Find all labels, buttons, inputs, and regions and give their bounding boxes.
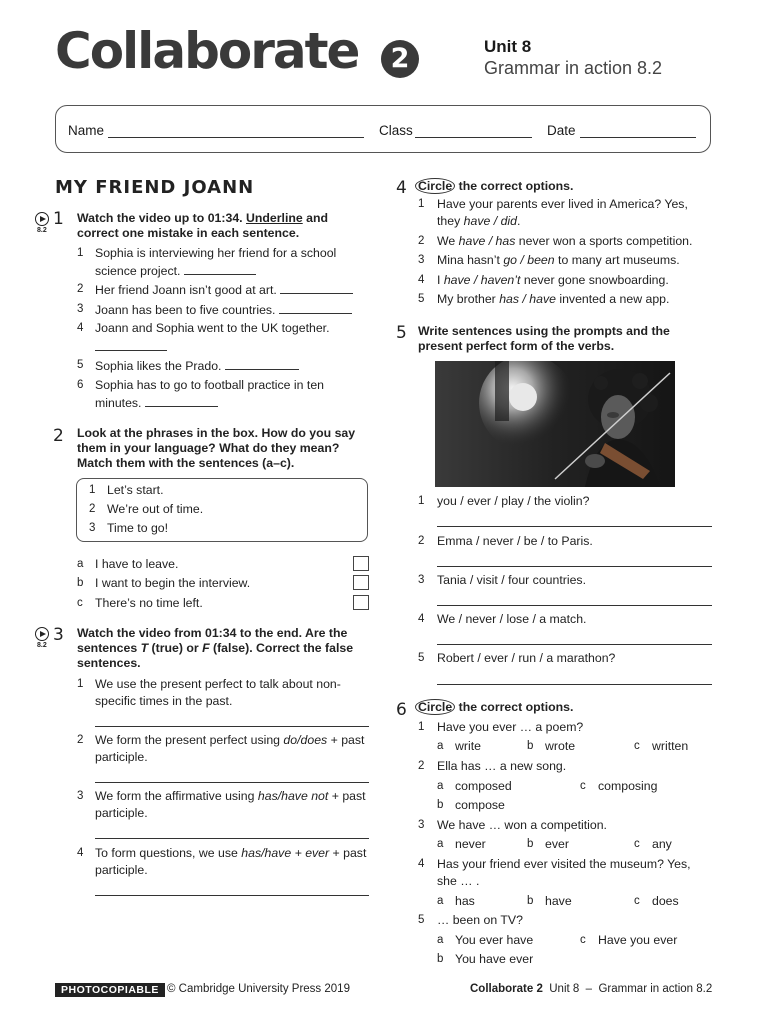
exercise-1-number: 1 — [53, 209, 64, 229]
ex1-question-6: Sophia has to go to football practice in ten minutes. — [95, 378, 325, 410]
ex6-question-5: … been on TV? — [437, 913, 523, 927]
option-letter: a — [437, 934, 444, 946]
question-number: 6 — [77, 379, 84, 391]
name-field[interactable] — [108, 137, 364, 138]
class-label: Class — [379, 123, 413, 138]
answer-line[interactable] — [95, 895, 369, 896]
answer-line[interactable] — [95, 838, 369, 839]
collaborate-logo: Collaborate — [55, 22, 359, 80]
sentence-letter: c — [77, 597, 83, 609]
answer-line[interactable] — [225, 357, 299, 370]
answer-line[interactable] — [437, 605, 712, 606]
option-letter: b — [527, 740, 534, 752]
question-number: 2 — [77, 283, 84, 295]
exercise-6-instructions: Circle the correct options. — [418, 700, 708, 715]
exercise-1-instructions: Watch the video up to 01:34. Underline and correct one mistake in each sentence. — [77, 211, 328, 240]
footer-book-info: Collaborate 2 Unit 8 – Grammar in action 8.2 — [470, 983, 713, 995]
exercise-3-instructions: Watch the video from 01:34 to the end. Are the sentences T (true) or F (false). Correct the false sentences. — [77, 626, 354, 670]
exercise-4-instructions: Circle the correct options. — [418, 179, 708, 194]
question-number: 4 — [77, 847, 84, 859]
match-sentence: I have to leave. — [95, 557, 179, 571]
date-label: Date — [547, 123, 576, 138]
option-a[interactable]: composed — [455, 779, 512, 793]
question-number: 2 — [418, 760, 425, 772]
option-letter: b — [437, 953, 444, 965]
answer-line[interactable] — [437, 566, 712, 567]
ex1-question-5: Sophia likes the Prado. — [95, 357, 365, 375]
ex5-prompt-1: you / ever / play / the violin? — [437, 494, 590, 508]
match-sentence: I want to begin the interview. — [95, 576, 251, 590]
ex1-question-2: Her friend Joann isn’t good at art. — [95, 281, 365, 299]
answer-line[interactable] — [280, 281, 353, 294]
question-number: 1 — [418, 495, 425, 507]
exercise-3-number: 3 — [53, 625, 64, 645]
answer-line[interactable] — [279, 301, 352, 314]
question-number: 2 — [418, 535, 425, 547]
question-number: 1 — [418, 198, 425, 210]
answer-line[interactable] — [437, 684, 712, 685]
question-number: 5 — [418, 914, 425, 926]
option-a[interactable]: never — [455, 837, 486, 851]
option-c[interactable]: any — [652, 837, 672, 851]
question-number: 5 — [418, 652, 425, 664]
sentence-letter: a — [77, 558, 84, 570]
question-number: 1 — [418, 721, 425, 733]
exercise-5-instructions: Write sentences using the prompts and the present perfect form of the verbs. — [418, 324, 670, 353]
video-code: 8.2 — [37, 227, 47, 234]
option-b[interactable]: ever — [545, 837, 569, 851]
class-field[interactable] — [415, 137, 532, 138]
ex6-question-4: Has your friend ever visited the museum? Yes, she … . — [437, 857, 691, 888]
question-number: 4 — [77, 322, 84, 334]
option-b[interactable]: You have ever — [455, 952, 534, 966]
unit-label: Unit 8 — [484, 37, 532, 56]
question-number: 2 — [418, 235, 425, 247]
ex1-question-4: Joann and Sophia went to the UK together. — [95, 321, 330, 335]
ex5-prompt-5: Robert / ever / run / a marathon? — [437, 651, 616, 665]
question-number: 3 — [77, 303, 84, 315]
option-letter: a — [437, 838, 444, 850]
option-a[interactable]: has — [455, 894, 475, 908]
option-letter: a — [437, 740, 444, 752]
question-number: 4 — [418, 274, 425, 286]
video-play-icon[interactable] — [35, 627, 49, 641]
ex3-question-2: We form the present perfect using do/does + past participle. — [95, 733, 365, 764]
ex4-question-1: Have your parents ever lived in America? Yes, they have / did. — [437, 197, 688, 228]
phrase-item: We’re out of time. — [107, 502, 204, 516]
option-letter: c — [580, 934, 586, 946]
violinist-photo — [435, 361, 675, 487]
option-b[interactable]: wrote — [545, 739, 576, 753]
option-letter: a — [437, 895, 444, 907]
exercise-5-number: 5 — [396, 323, 407, 343]
option-b[interactable]: compose — [455, 798, 505, 812]
question-number: 3 — [418, 574, 425, 586]
sentence-letter: b — [77, 577, 84, 589]
match-sentence: There’s no time left. — [95, 596, 203, 610]
answer-line[interactable] — [145, 394, 218, 407]
question-number: 3 — [418, 254, 425, 266]
ex6-question-2: Ella has … a new song. — [437, 759, 567, 773]
match-answer-box[interactable] — [353, 595, 369, 610]
option-letter: c — [634, 838, 640, 850]
grammar-title: Grammar in action 8.2 — [484, 58, 663, 78]
option-b[interactable]: have — [545, 894, 572, 908]
option-letter: a — [437, 780, 444, 792]
answer-line[interactable] — [437, 526, 712, 527]
option-a[interactable]: write — [455, 739, 481, 753]
option-c[interactable]: does — [652, 894, 679, 908]
ex3-question-3: We form the affirmative using has/have not + past participle. — [95, 789, 366, 820]
video-play-icon[interactable] — [35, 212, 49, 226]
ex3-question-1: We use the present perfect to talk about non-specific times in the past. — [95, 677, 341, 708]
answer-line[interactable] — [184, 262, 256, 275]
question-number: 4 — [418, 858, 425, 870]
answer-line[interactable] — [95, 350, 167, 351]
option-letter: b — [437, 799, 444, 811]
ex4-question-2: We have / has never won a sports competition. — [437, 234, 693, 248]
option-letter: c — [634, 740, 640, 752]
question-number: 5 — [418, 293, 425, 305]
exercise-2-instructions: Look at the phrases in the box. How do you say them in your language? What do they mean? Match them with the sentences (a–c). — [77, 426, 356, 470]
question-number: 5 — [77, 359, 84, 371]
answer-line[interactable] — [95, 726, 369, 727]
ex1-question-3: Joann has been to five countries. — [95, 301, 365, 319]
answer-line[interactable] — [437, 644, 712, 645]
option-letter: b — [527, 838, 534, 850]
ex4-question-3: Mina hasn’t go / been to many art museums. — [437, 253, 680, 267]
ex4-question-5: My brother has / have invented a new app. — [437, 292, 670, 306]
ex5-prompt-4: We / never / lose / a match. — [437, 612, 587, 626]
option-letter: c — [580, 780, 586, 792]
option-letter: c — [634, 895, 640, 907]
video-code: 8.2 — [37, 642, 47, 649]
exercise-6-number: 6 — [396, 700, 407, 720]
option-c[interactable]: composing — [598, 779, 658, 793]
exercise-4-number: 4 — [396, 178, 407, 198]
match-answer-box[interactable] — [353, 556, 369, 571]
ex3-question-4: To form questions, we use has/have + ever + past participle. — [95, 846, 367, 877]
ex6-question-3: We have … won a competition. — [437, 818, 607, 832]
ex6-question-1: Have you ever … a poem? — [437, 720, 584, 734]
phrase-item: Let’s start. — [107, 483, 164, 497]
ex4-question-4: I have / haven’t never gone snowboarding. — [437, 273, 669, 287]
ex5-prompt-2: Emma / never / be / to Paris. — [437, 534, 593, 548]
answer-line[interactable] — [95, 782, 369, 783]
photocopiable-badge: PHOTOCOPIABLE — [55, 983, 165, 997]
ex1-question-1: Sophia is interviewing her friend for a school science project. — [95, 246, 337, 278]
question-number: 3 — [418, 819, 425, 831]
question-number: 4 — [418, 613, 425, 625]
option-c[interactable]: written — [652, 739, 689, 753]
question-number: 2 — [77, 734, 84, 746]
page-title: MY FRIEND JOANN — [55, 177, 255, 198]
violinist-illustration — [435, 361, 675, 487]
date-field[interactable] — [580, 137, 696, 138]
name-label: Name — [68, 123, 105, 138]
question-number: 3 — [77, 790, 84, 802]
question-number: 1 — [77, 247, 84, 259]
phrase-number: 3 — [89, 522, 96, 534]
copyright-text: © Cambridge University Press 2019 — [167, 983, 350, 995]
ex5-prompt-3: Tania / visit / four countries. — [437, 573, 586, 587]
logo-level-badge: 2 — [381, 40, 419, 78]
option-c[interactable]: Have you ever — [598, 933, 678, 947]
phrase-number: 2 — [89, 503, 96, 515]
phrase-number: 1 — [89, 484, 96, 496]
phrase-item: Time to go! — [107, 521, 169, 535]
option-a[interactable]: You ever have — [455, 933, 534, 947]
match-answer-box[interactable] — [353, 575, 369, 590]
option-letter: b — [527, 895, 534, 907]
question-number: 1 — [77, 678, 84, 690]
exercise-2-number: 2 — [53, 426, 64, 446]
